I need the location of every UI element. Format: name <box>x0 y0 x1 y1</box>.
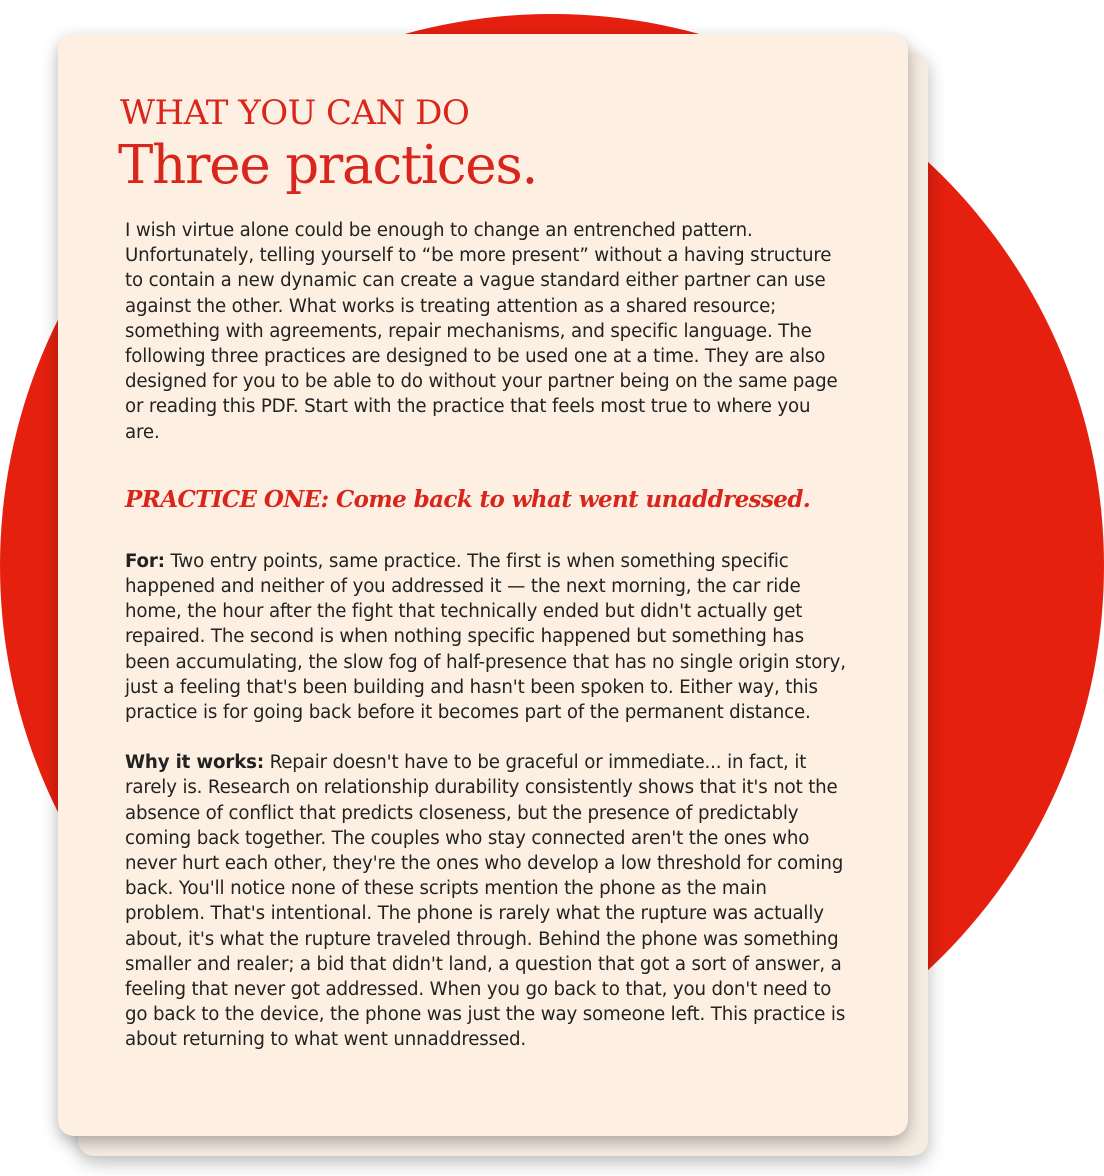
for-label: For: <box>125 550 165 572</box>
document-page <box>58 34 908 1136</box>
section-kicker: WHAT YOU CAN DO <box>120 93 470 133</box>
for-text: Two entry points, same practice. The first is when something specific happened and neither of you addressed it — the next morning, the car ride home, the hour after the fight that technically ended but didn't actually get repaired. The second is when nothing specific happened but something has been accumulating, the slow fog of half-presence that has no single origin story, just a feeling that's been building and hasn't been spoken to. Either way, this practice is for going back before it becomes part of the permanent distance. <box>125 550 846 724</box>
why-label: Why it works: <box>125 752 264 774</box>
intro-paragraph: I wish virtue alone could be enough to change an entrenched pattern. Unfortunately, telling yourself to “be more present” without a having structure to contain a new dynamic can create a vague standard either partner can use against the other. What works is treating attention as a shared resource; something with agreements, repair mechanisms, and specific language. The following three practices are designed to be used one at a time. They are also designed for you to be able to do without your partner being on the same page or reading this PDF. Start with the practice that feels most true to where you are. <box>125 220 838 443</box>
page-title: Three practices. <box>118 135 538 196</box>
for-paragraph <box>125 549 848 725</box>
why-text: Repair doesn't have to be graceful or immediate... in fact, it rarely is. Research on relationship durability consistently shows that it's not the absence of conflict that predicts closeness, but the presence of predictably coming back together. The couples who stay connected aren't the ones who never hurt each other, they're the ones who develop a low threshold for coming back. You'll notice none of these scripts mention the phone as the main problem. That's intentional. The phone is rarely what the rupture was actually about, it's what the rupture traveled through. Behind the phone was something smaller and realer; a bid that didn't land, a question that got a sort of answer, a feeling that never got addressed. When you go back to that, you don't need to go back to the device, the phone was just the way someone left. This practice is about returning to what went unnaddressed. <box>125 752 846 1051</box>
paragraph-gap <box>118 725 848 750</box>
practice-one-heading: PRACTICE ONE: Come back to what went unaddressed. <box>125 485 811 513</box>
why-it-works-paragraph <box>125 750 848 1052</box>
